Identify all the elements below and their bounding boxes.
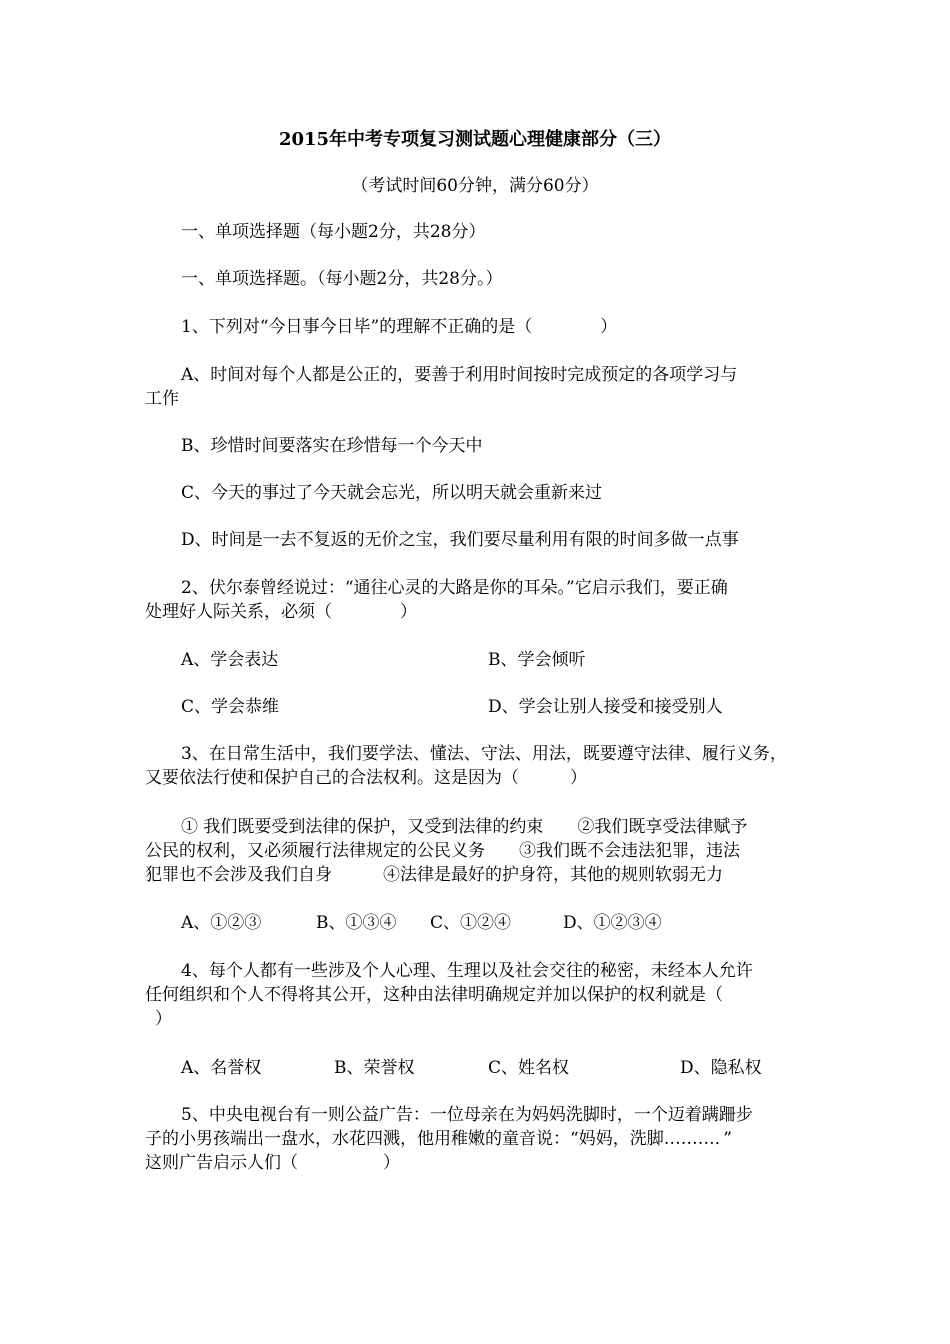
question-2-option-a: A、学会表达 [181, 650, 279, 670]
section-heading-repeat: 一、单项选择题。（每小题2分，共28分。） [181, 269, 503, 289]
section-heading: 一、单项选择题（每小题2分，共28分） [181, 222, 486, 242]
question-4-option-b: B、荣誉权 [334, 1058, 415, 1078]
question-2-stem-continued: 处理好人际关系，必须（ ） [145, 602, 417, 622]
question-2-option-b: B、学会倾听 [488, 650, 586, 670]
question-4-stem-continued: ） [155, 1009, 172, 1029]
question-4-option-c: C、姓名权 [488, 1058, 570, 1078]
question-4-stem-continued: 任何组织和个人不得将其公开，这种由法律明确规定并加以保护的权利就是（ [145, 985, 723, 1005]
question-3-option-d: D、①②③④ [563, 913, 662, 933]
question-3-option-a: A、①②③ [181, 913, 262, 933]
question-2-stem: 2、伏尔泰曾经说过：“通往心灵的大路是你的耳朵。”它启示我们，要正确 [181, 578, 728, 598]
question-5-stem-continued: 子的小男孩端出一盘水，水花四溅，他用稚嫩的童音说：“妈妈，洗脚………．” [145, 1129, 732, 1149]
question-1-stem: 1、下列对“今日事今日毕”的理解不正确的是（ ） [181, 317, 618, 337]
question-3-option-c: C、①②④ [430, 913, 512, 933]
question-1-option-d: D、时间是一去不复返的无价之宝，我们要尽量利用有限的时间多做一点事 [181, 530, 739, 550]
question-3-statements-continued: 犯罪也不会涉及我们自身 ④法律是最好的护身符，其他的规则软弱无力 [145, 865, 723, 885]
question-1-option-b: B、珍惜时间要落实在珍惜每一个今天中 [181, 436, 483, 456]
question-5-stem-continued: 这则广告启示人们（ ） [145, 1153, 400, 1173]
question-1-option-a: A、时间对每个人都是公正的，要善于利用时间按时完成预定的各项学习与 [181, 365, 738, 385]
exam-info: （考试时间60分钟，满分60分） [351, 176, 599, 196]
question-2-option-c: C、学会恭维 [181, 697, 280, 717]
question-4-option-a: A、名誉权 [181, 1058, 262, 1078]
document-title: 2015年中考专项复习测试题心理健康部分（三） [278, 129, 672, 150]
question-4-stem: 4、每个人都有一些涉及个人心理、生理以及社会交往的秘密，未经本人允许 [181, 961, 753, 981]
question-3-statements-continued: 公民的权利，又必须履行法律规定的公民义务 ③我们既不会违法犯罪，违法 [145, 841, 740, 861]
question-3-stem: 3、在日常生活中，我们要学法、懂法、守法、用法，既要遵守法律、履行义务， [181, 744, 787, 764]
question-1-option-c: C、今天的事过了今天就会忘光，所以明天就会重新来过 [181, 483, 603, 503]
question-3-option-b: B、①③④ [316, 913, 397, 933]
question-2-option-d: D、学会让别人接受和接受别人 [488, 697, 723, 717]
question-5-stem: 5、中央电视台有一则公益广告：一位母亲在为妈妈洗脚时，一个迈着蹒跚步 [181, 1105, 753, 1125]
question-1-option-a-continued: 工作 [145, 389, 179, 409]
question-4-option-d: D、隐私权 [680, 1058, 762, 1078]
question-3-statements: ① 我们既要受到法律的保护，又受到法律的约束 ②我们既享受法律赋予 [181, 817, 748, 837]
question-3-stem-continued: 又要依法行使和保护自己的合法权利。这是因为（ ） [145, 768, 587, 788]
